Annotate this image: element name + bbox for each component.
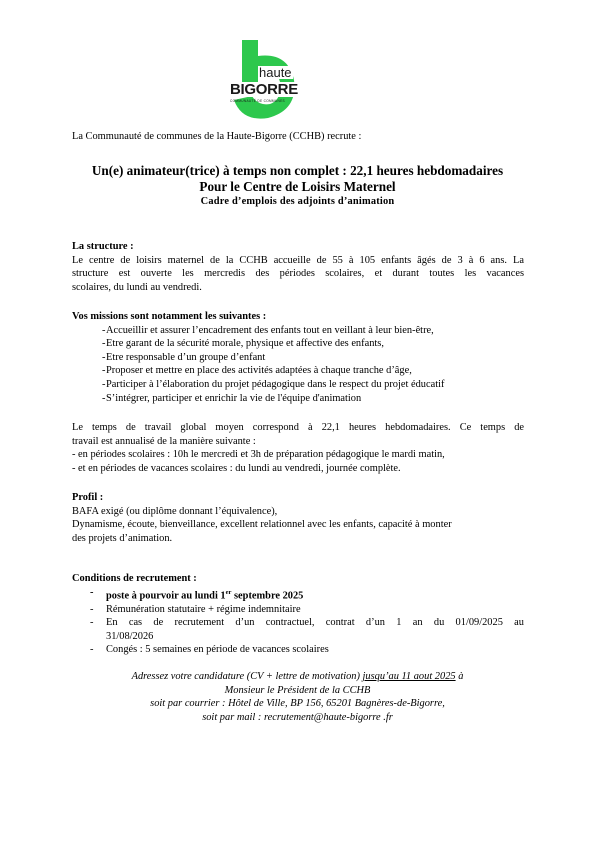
mission-item: - Accueillir et assurer l’encadrement des enfants tout en veillant à leur bien-être,: [72, 324, 524, 338]
condition-leave-text: Congés : 5 semaines en période de vacances scolaires: [106, 644, 329, 656]
condition-item-start-date: - poste à pourvoir au lundi 1er septembre 2025: [90, 586, 304, 602]
condition-item-salary: - Rémunération statutaire + régime indemnitaire: [90, 603, 301, 615]
condition-contract-line: 31/08/2026: [106, 630, 154, 642]
profile-line: des projets d’animation.: [72, 532, 173, 544]
application-line: [0, 670, 595, 684]
structure-section: [72, 240, 524, 294]
working-time-line: travail est annualisé de la manière suivante :: [72, 435, 256, 447]
structure-line: Le centre de loisirs maternel de la CCHB accueille de 55 à 105 enfants âgés de 3 à 6 ans. La: [72, 254, 524, 266]
working-time-line: - en périodes scolaires : 10h le mercredi et 3h de préparation pédagogique le mardi matin,: [72, 449, 445, 461]
condition-salary-text: Rémunération statutaire + régime indemnitaire: [106, 603, 301, 615]
profile-line: Dynamisme, écoute, bienveillance, excellent relationnel avec les enfants, capacité à monter: [72, 519, 452, 531]
condition-item-contract: - En cas de recrutement d’un contractuel, contrat d’un 1 an du 01/09/2025 au 31/08/2026: [90, 617, 524, 642]
job-title: Un(e) animateur(trice) à temps non complet : 22,1 heures hebdomadaires: [91, 163, 504, 178]
job-subtitle: Pour le Centre de Loisirs Maternel: [199, 179, 396, 194]
conditions-heading: Conditions de recrutement :: [72, 573, 197, 584]
logo-word-bigorre: BIGORRE: [230, 81, 298, 98]
working-time-line: Le temps de travail global moyen correspond à 22,1 heures hebdomadaires. Ce temps de: [72, 422, 524, 433]
condition-start-sup: er: [225, 588, 232, 596]
missions-list: [72, 324, 524, 406]
working-time-line: - et en périodes de vacances scolaires : du lundi au vendredi, journée complète.: [72, 462, 401, 474]
missions-section: [72, 310, 524, 405]
conditions-list: [72, 586, 524, 657]
application-postal: soit par courrier : Hôtel de Ville, BP 156, 65201 Bagnères-de-Bigorre,: [150, 698, 445, 710]
profile-heading: Profil :: [72, 492, 104, 503]
structure-line: structure est ouverte les mercredis des périodes scolaires, et durant toutes les vacances: [72, 268, 524, 280]
logo-word-haute: haute: [259, 65, 292, 80]
application-email[interactable]: soit par mail : recrutement@haute-bigorre .fr: [202, 711, 393, 723]
application-recipient: Monsieur le Président de la CCHB: [224, 684, 371, 696]
mission-item: - Participer à l’élaboration du projet pédagogique dans le respect du projet éducatif: [72, 378, 524, 392]
condition-item-leave: - Congés : 5 semaines en période de vacances scolaires: [90, 644, 329, 656]
logo-tagline: COMMUNAUTÉ DE COMMUNES: [230, 99, 285, 103]
application-text-end: à: [455, 671, 464, 682]
structure-line: scolaires, du lundi au vendredi.: [72, 281, 202, 293]
mission-item: - Etre responsable d’un groupe d’enfant: [72, 351, 524, 365]
job-framework: Cadre d’emplois des adjoints d’animation: [200, 196, 395, 207]
application-text: Adressez votre candidature (CV + lettre de motivation): [131, 671, 363, 682]
condition-contract-line: En cas de recrutement d’un contractuel, contrat d’un 1 an du 01/09/2025 au: [106, 617, 524, 629]
conditions-section: [72, 572, 524, 657]
profile-line: BAFA exigé (ou diplôme donnant l’équivalence),: [72, 505, 278, 517]
haute-bigorre-logo: [228, 38, 308, 120]
application-deadline: jusqu’au 11 aout 2025: [362, 671, 456, 682]
condition-start-pre: poste à pourvoir au lundi 1: [106, 590, 226, 602]
mission-item: - S’intégrer, participer et enrichir la vie de l'équipe d'animation: [72, 392, 524, 406]
missions-heading: Vos missions sont notamment les suivantes :: [72, 311, 267, 322]
profile-section: [72, 491, 524, 545]
application-section: [0, 670, 595, 724]
intro-text: La Communauté de communes de la Haute-Bigorre (CCHB) recrute :: [72, 131, 362, 142]
mission-item: - Etre garant de la sécurité morale, physique et affective des enfants,: [72, 337, 524, 351]
structure-heading: La structure :: [72, 241, 134, 252]
mission-item: - Proposer et mettre en place des activités adaptées à chaque tranche d’âge,: [72, 364, 524, 378]
working-time-section: [72, 421, 524, 475]
condition-start-post: septembre 2025: [231, 590, 304, 602]
